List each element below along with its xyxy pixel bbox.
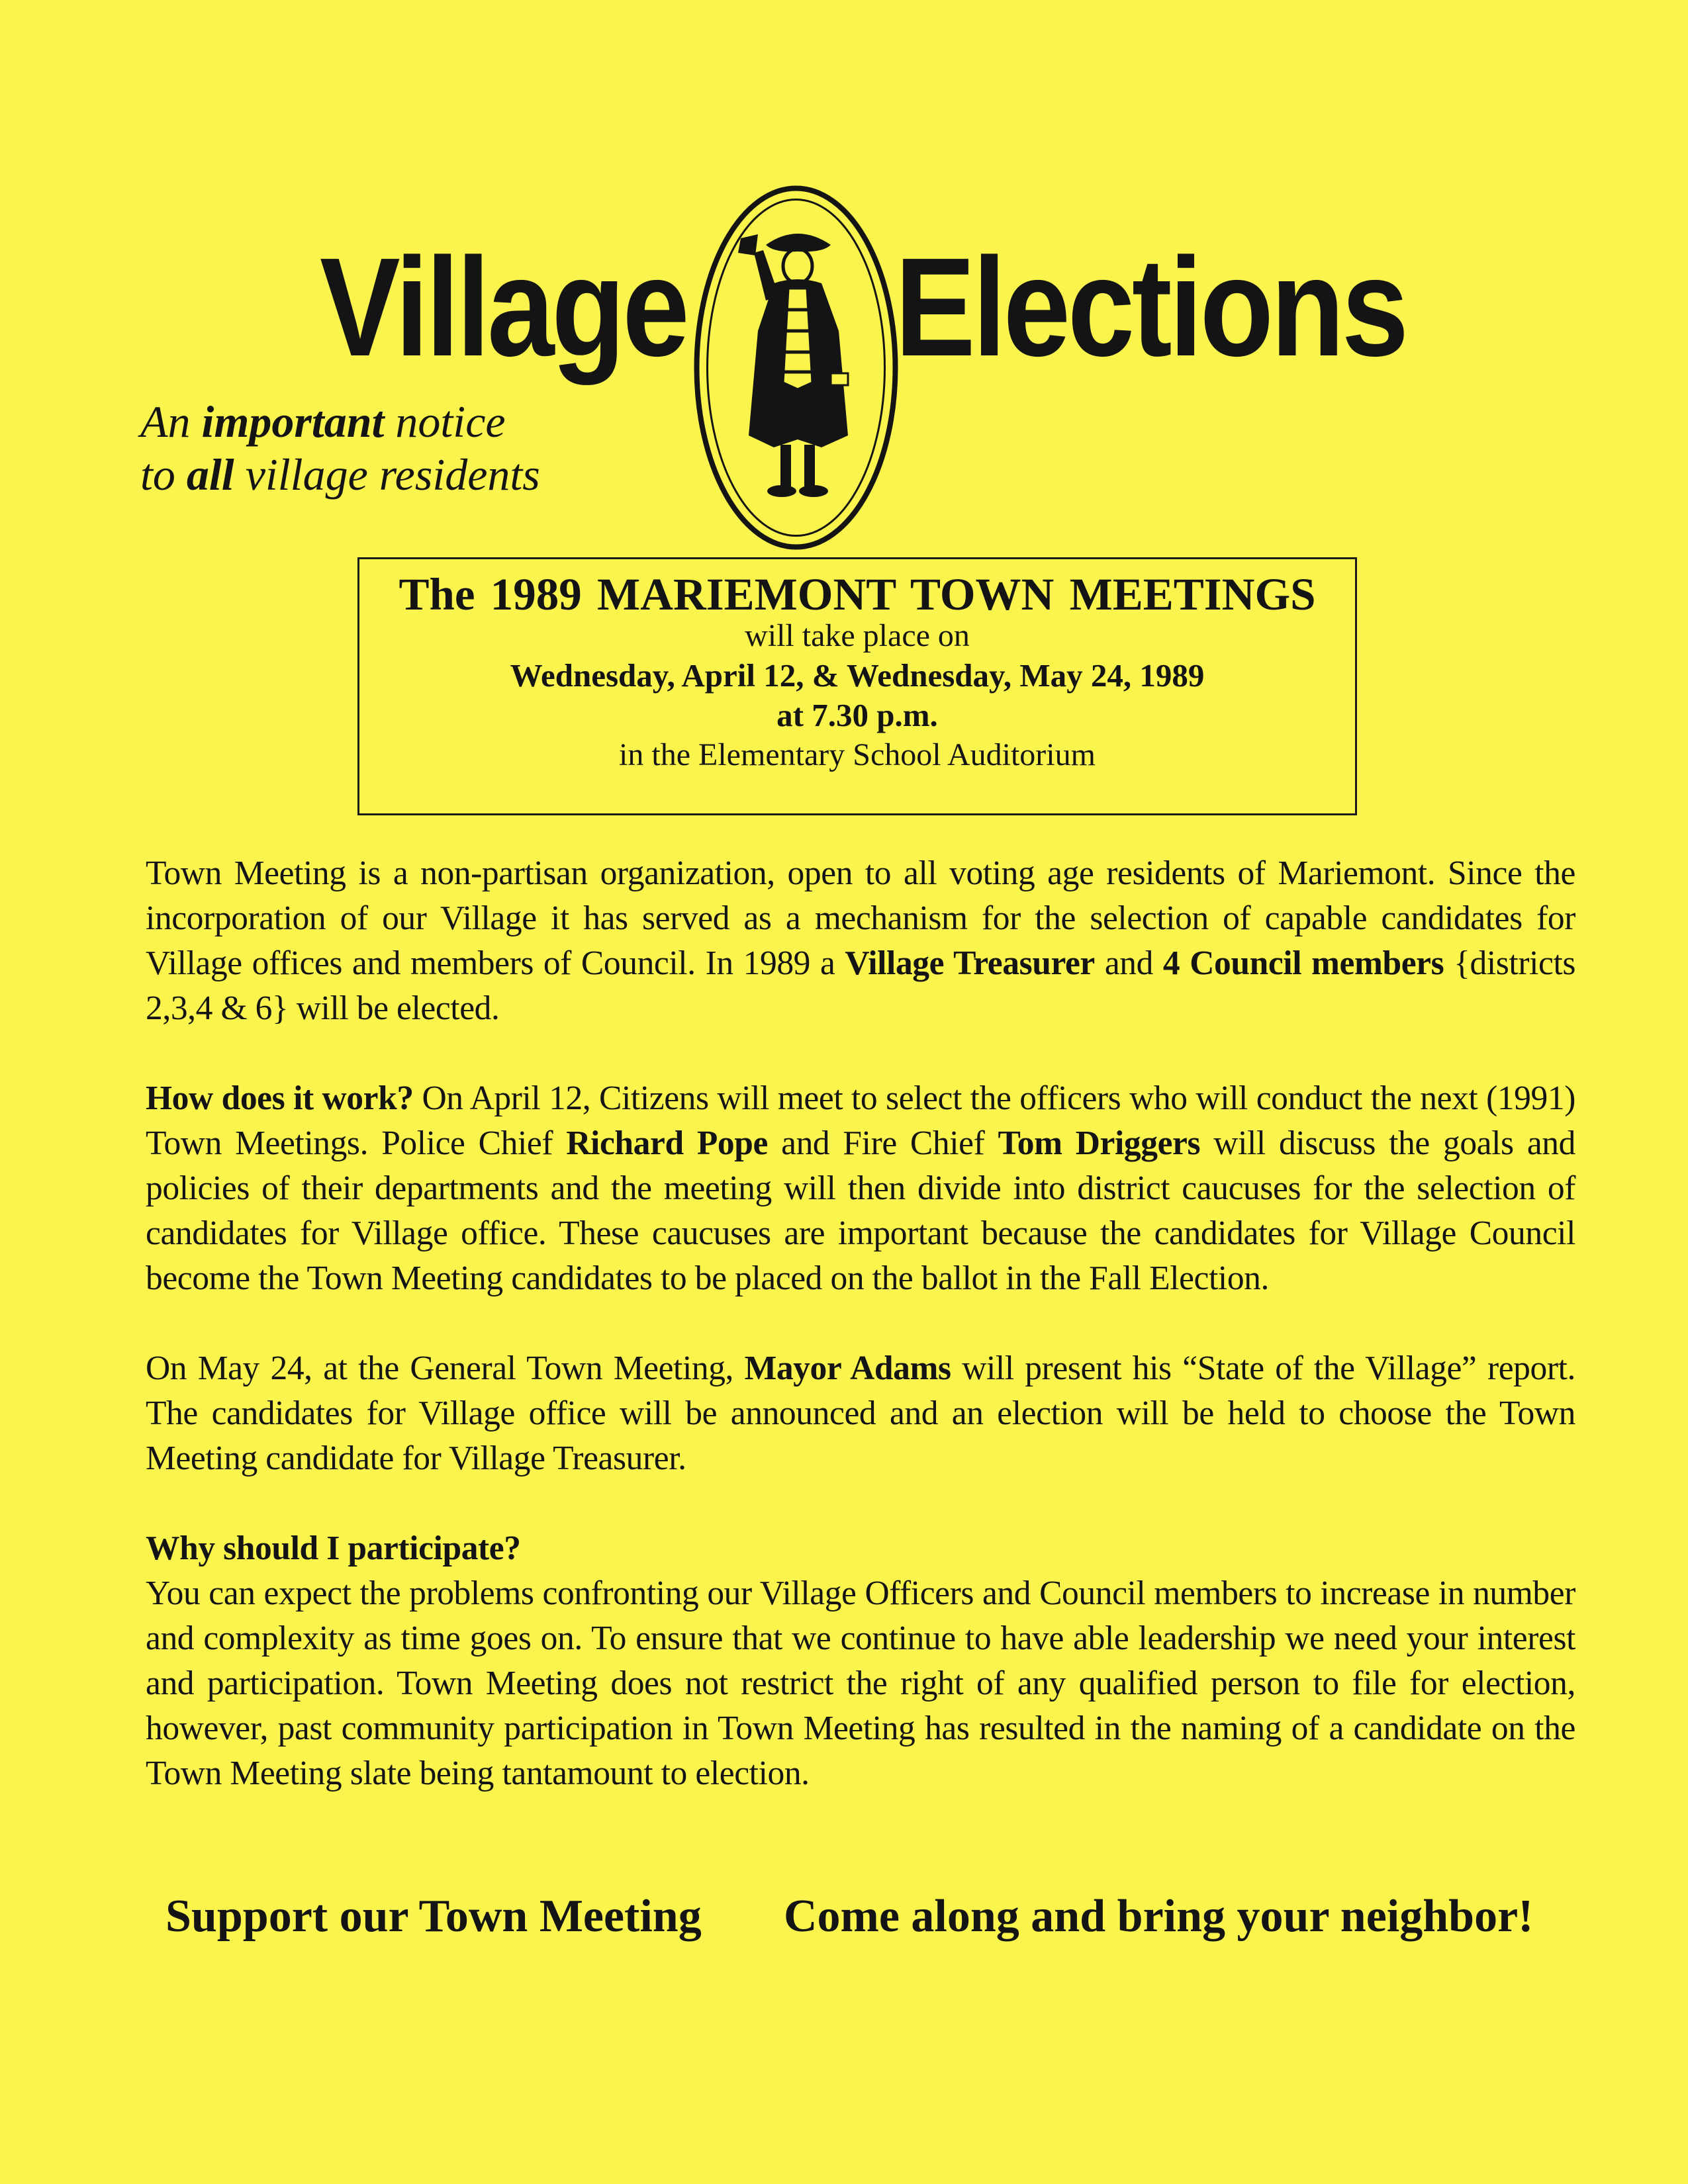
meeting-location: in the Elementary School Auditorium bbox=[619, 737, 1096, 772]
meeting-announcement-box bbox=[357, 557, 1357, 815]
slogan-bring-neighbor: Come along and bring your neighbor! bbox=[784, 1891, 1534, 1942]
paragraph-how-it-works: How does it work? On April 12, Citizens will meet to select the officers who will conduct the next (1991) Town Meetings. Police Chief Richard Pope and Fire Chief Tom Driggers will discuss the goals and policies of their departments and the meeting will then divide into district caucuses for the selection of candidates for Village office. These caucuses are important because the candidates for Village Council become the Town Meeting candidates to be placed on the ballot in the Fall Election. bbox=[146, 1079, 1575, 1297]
title-village: Village bbox=[320, 228, 687, 385]
heading-why-participate: Why should I participate? bbox=[146, 1529, 521, 1567]
heading-how-does-it-work: How does it work? bbox=[146, 1079, 414, 1117]
title-elections: Elections bbox=[895, 228, 1406, 385]
town-crier-icon bbox=[692, 184, 900, 551]
meeting-dates: Wednesday, April 12, & Wednesday, May 24, 1989 bbox=[510, 657, 1205, 694]
important-notice bbox=[140, 395, 540, 501]
meeting-time: at 7.30 p.m. bbox=[776, 697, 938, 733]
meeting-intro: will take place on bbox=[745, 618, 970, 653]
slogan-support: Support our Town Meeting bbox=[165, 1891, 702, 1942]
paragraph-general-meeting: On May 24, at the General Town Meeting, Mayor Adams will present his “State of the Village” report. The candidates for Village office will be announced and an election will be held to choose the Town Meeting candidate for Village Treasurer. bbox=[146, 1349, 1575, 1477]
paragraph-why-participate: Why should I participate? You can expect the problems confronting our Village Officers and Council members to increase in number and complexity as time goes on. To ensure that we continue to have able leadership we need your interest and participation. Town Meeting does not restrict the right of any qualified person to file for election, however, past community participation in Town Meeting has resulted in the naming of a candidate on the Town Meeting slate being tantamount to election. bbox=[146, 1529, 1575, 1792]
body-text bbox=[146, 851, 1575, 1841]
meeting-title: The 1989 MARIEMONT TOWN MEETINGS bbox=[399, 569, 1316, 619]
notice-line-2: to all village residents bbox=[140, 449, 540, 500]
paragraph-intro: Town Meeting is a non-partisan organization, open to all voting age residents of Mariemont. Since the incorporation of our Village it has served as a mechanism for the selection of capable candidates for Village offices and members of Council. In 1989 a Village Treasurer and 4 Council members {districts 2,3,4 & 6} will be elected. bbox=[146, 854, 1575, 1027]
notice-line-1: An important notice bbox=[140, 396, 506, 447]
